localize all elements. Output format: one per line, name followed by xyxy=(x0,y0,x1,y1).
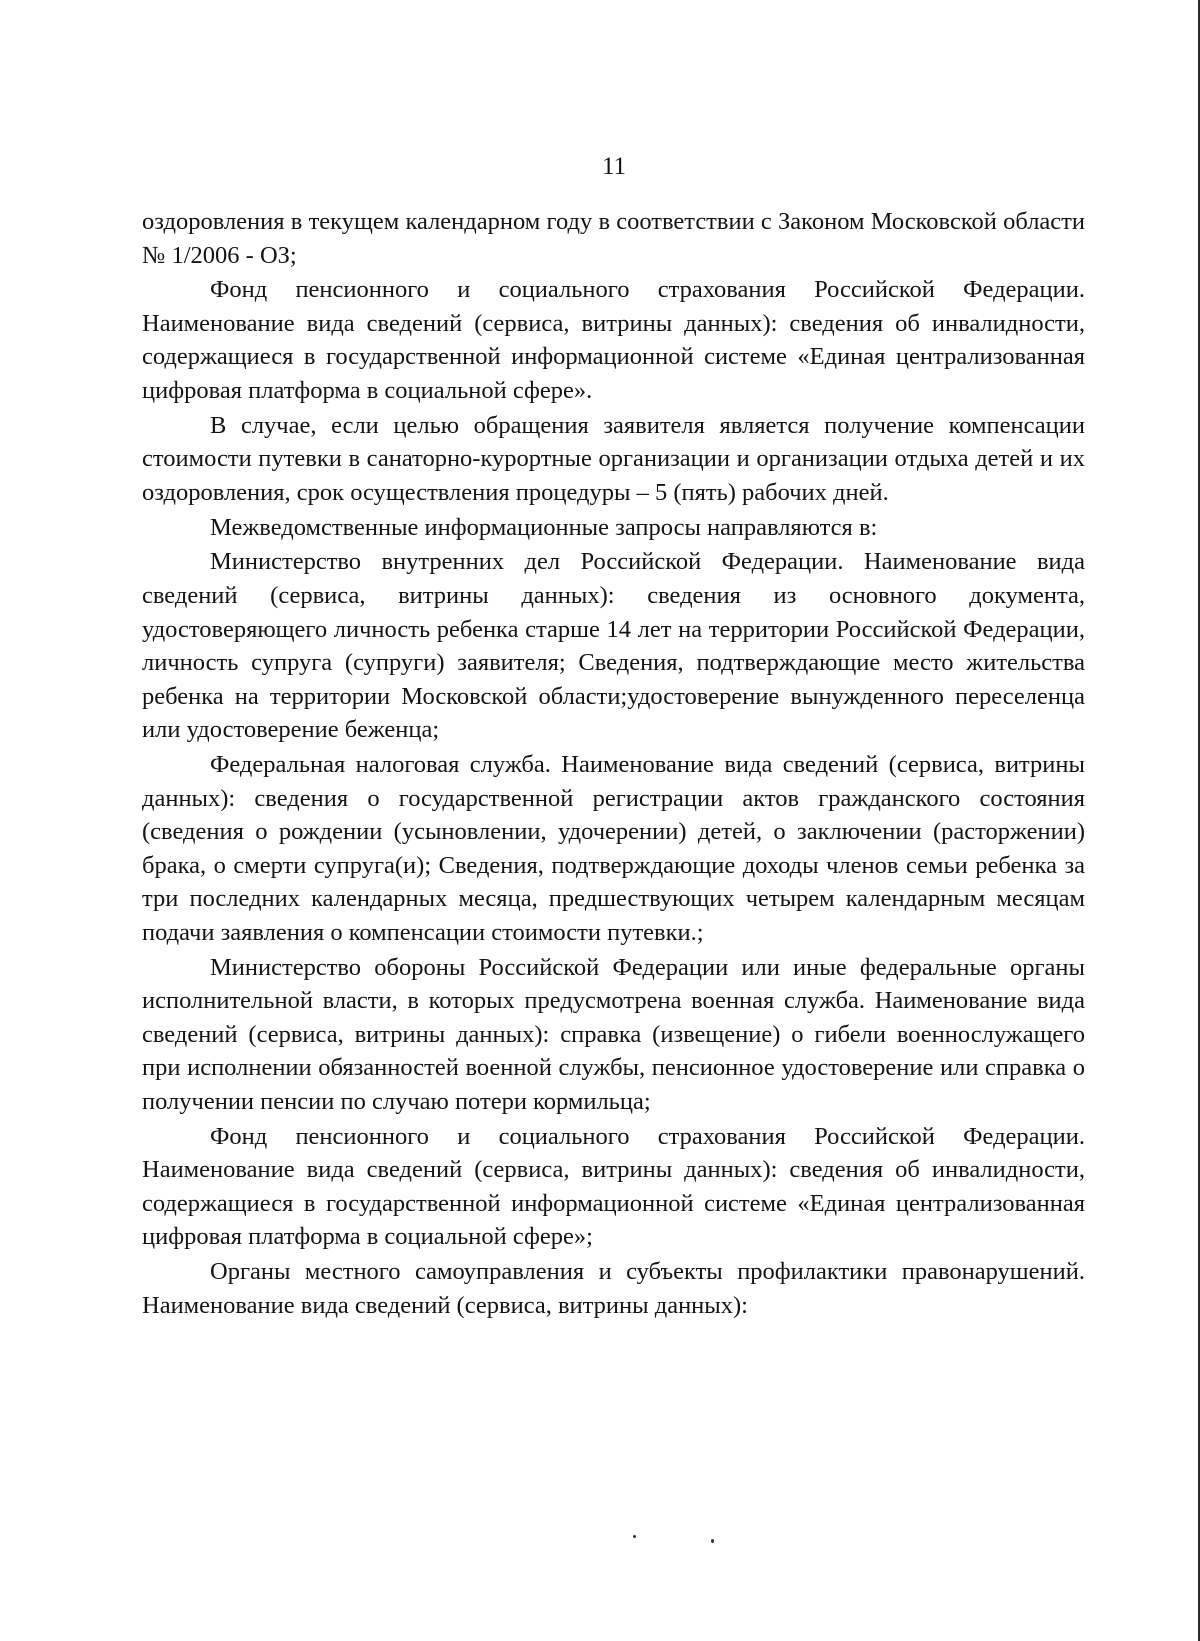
paragraph: Министерство обороны Российской Федерации или иные федеральные органы исполнительной власти, в которых предусмотрена военная служба. Наименование вида сведений (сервиса, витрины данных): справка (извещение) о гибели военнослужащего при исполнении обязанностей военной службы, пенсионное удостоверение или справка о получении пенсии по случаю потери кормильца; xyxy=(142,953,1085,1115)
document-body xyxy=(142,205,1085,1323)
paragraph: Министерство внутренних дел Российской Федерации. Наименование вида сведений (сервиса, витрины данных): сведения из основного документа, удостоверяющего личность ребенка старше 14 лет на территории Российской Федерации, личность супруга (супруги) заявителя; Сведения, подтверждающие место жительства ребенка на территории Московской области;удостоверение вынужденного переселенца или удостоверение беженца; xyxy=(142,548,1085,744)
scan-artifact xyxy=(711,1539,714,1543)
paragraph: Фонд пенсионного и социального страхования Российской Федерации. Наименование вида сведений (сервиса, витрины данных): сведения об инвалидности, содержащиеся в государственной информационной системе «Единая централизованная цифровая платформа в социальной сфере». xyxy=(142,276,1085,405)
paragraph-continuation: оздоровления в текущем календарном году в соответствии с Законом Московской области № 1/2006 - ОЗ; xyxy=(142,208,1085,269)
paragraph: Органы местного самоуправления и субъекты профилактики правонарушений. Наименование вида сведений (сервиса, витрины данных): xyxy=(142,1258,1085,1319)
paragraph: Межведомственные информационные запросы направляются в: xyxy=(210,513,878,541)
scan-artifact xyxy=(633,1535,636,1538)
paragraph: В случае, если целью обращения заявителя является получение компенсации стоимости путевки в санаторно-курортные организации и организации отдыха детей и их оздоровления, срок осуществления процедуры – 5 (пять) рабочих дней. xyxy=(142,411,1085,506)
paragraph: Федеральная налоговая служба. Наименование вида сведений (сервиса, витрины данных): сведения о государственной регистрации актов гражданского состояния (сведения о рождении (усыновлении, удочерении) детей, о заключении (расторжении) брака, о смерти супруга(и); Сведения, подтверждающие доходы членов семьи ребенка за три последних календарных месяца, предшествующих четырем календарным месяцам подачи заявления о компенсации стоимости путевки.; xyxy=(142,750,1085,946)
paragraph: Фонд пенсионного и социального страхования Российской Федерации. Наименование вида сведений (сервиса, витрины данных): сведения об инвалидности, содержащиеся в государственной информационной системе «Единая централизованная цифровая платформа в социальной сфере»; xyxy=(142,1122,1085,1251)
page-number: 11 xyxy=(601,153,627,180)
